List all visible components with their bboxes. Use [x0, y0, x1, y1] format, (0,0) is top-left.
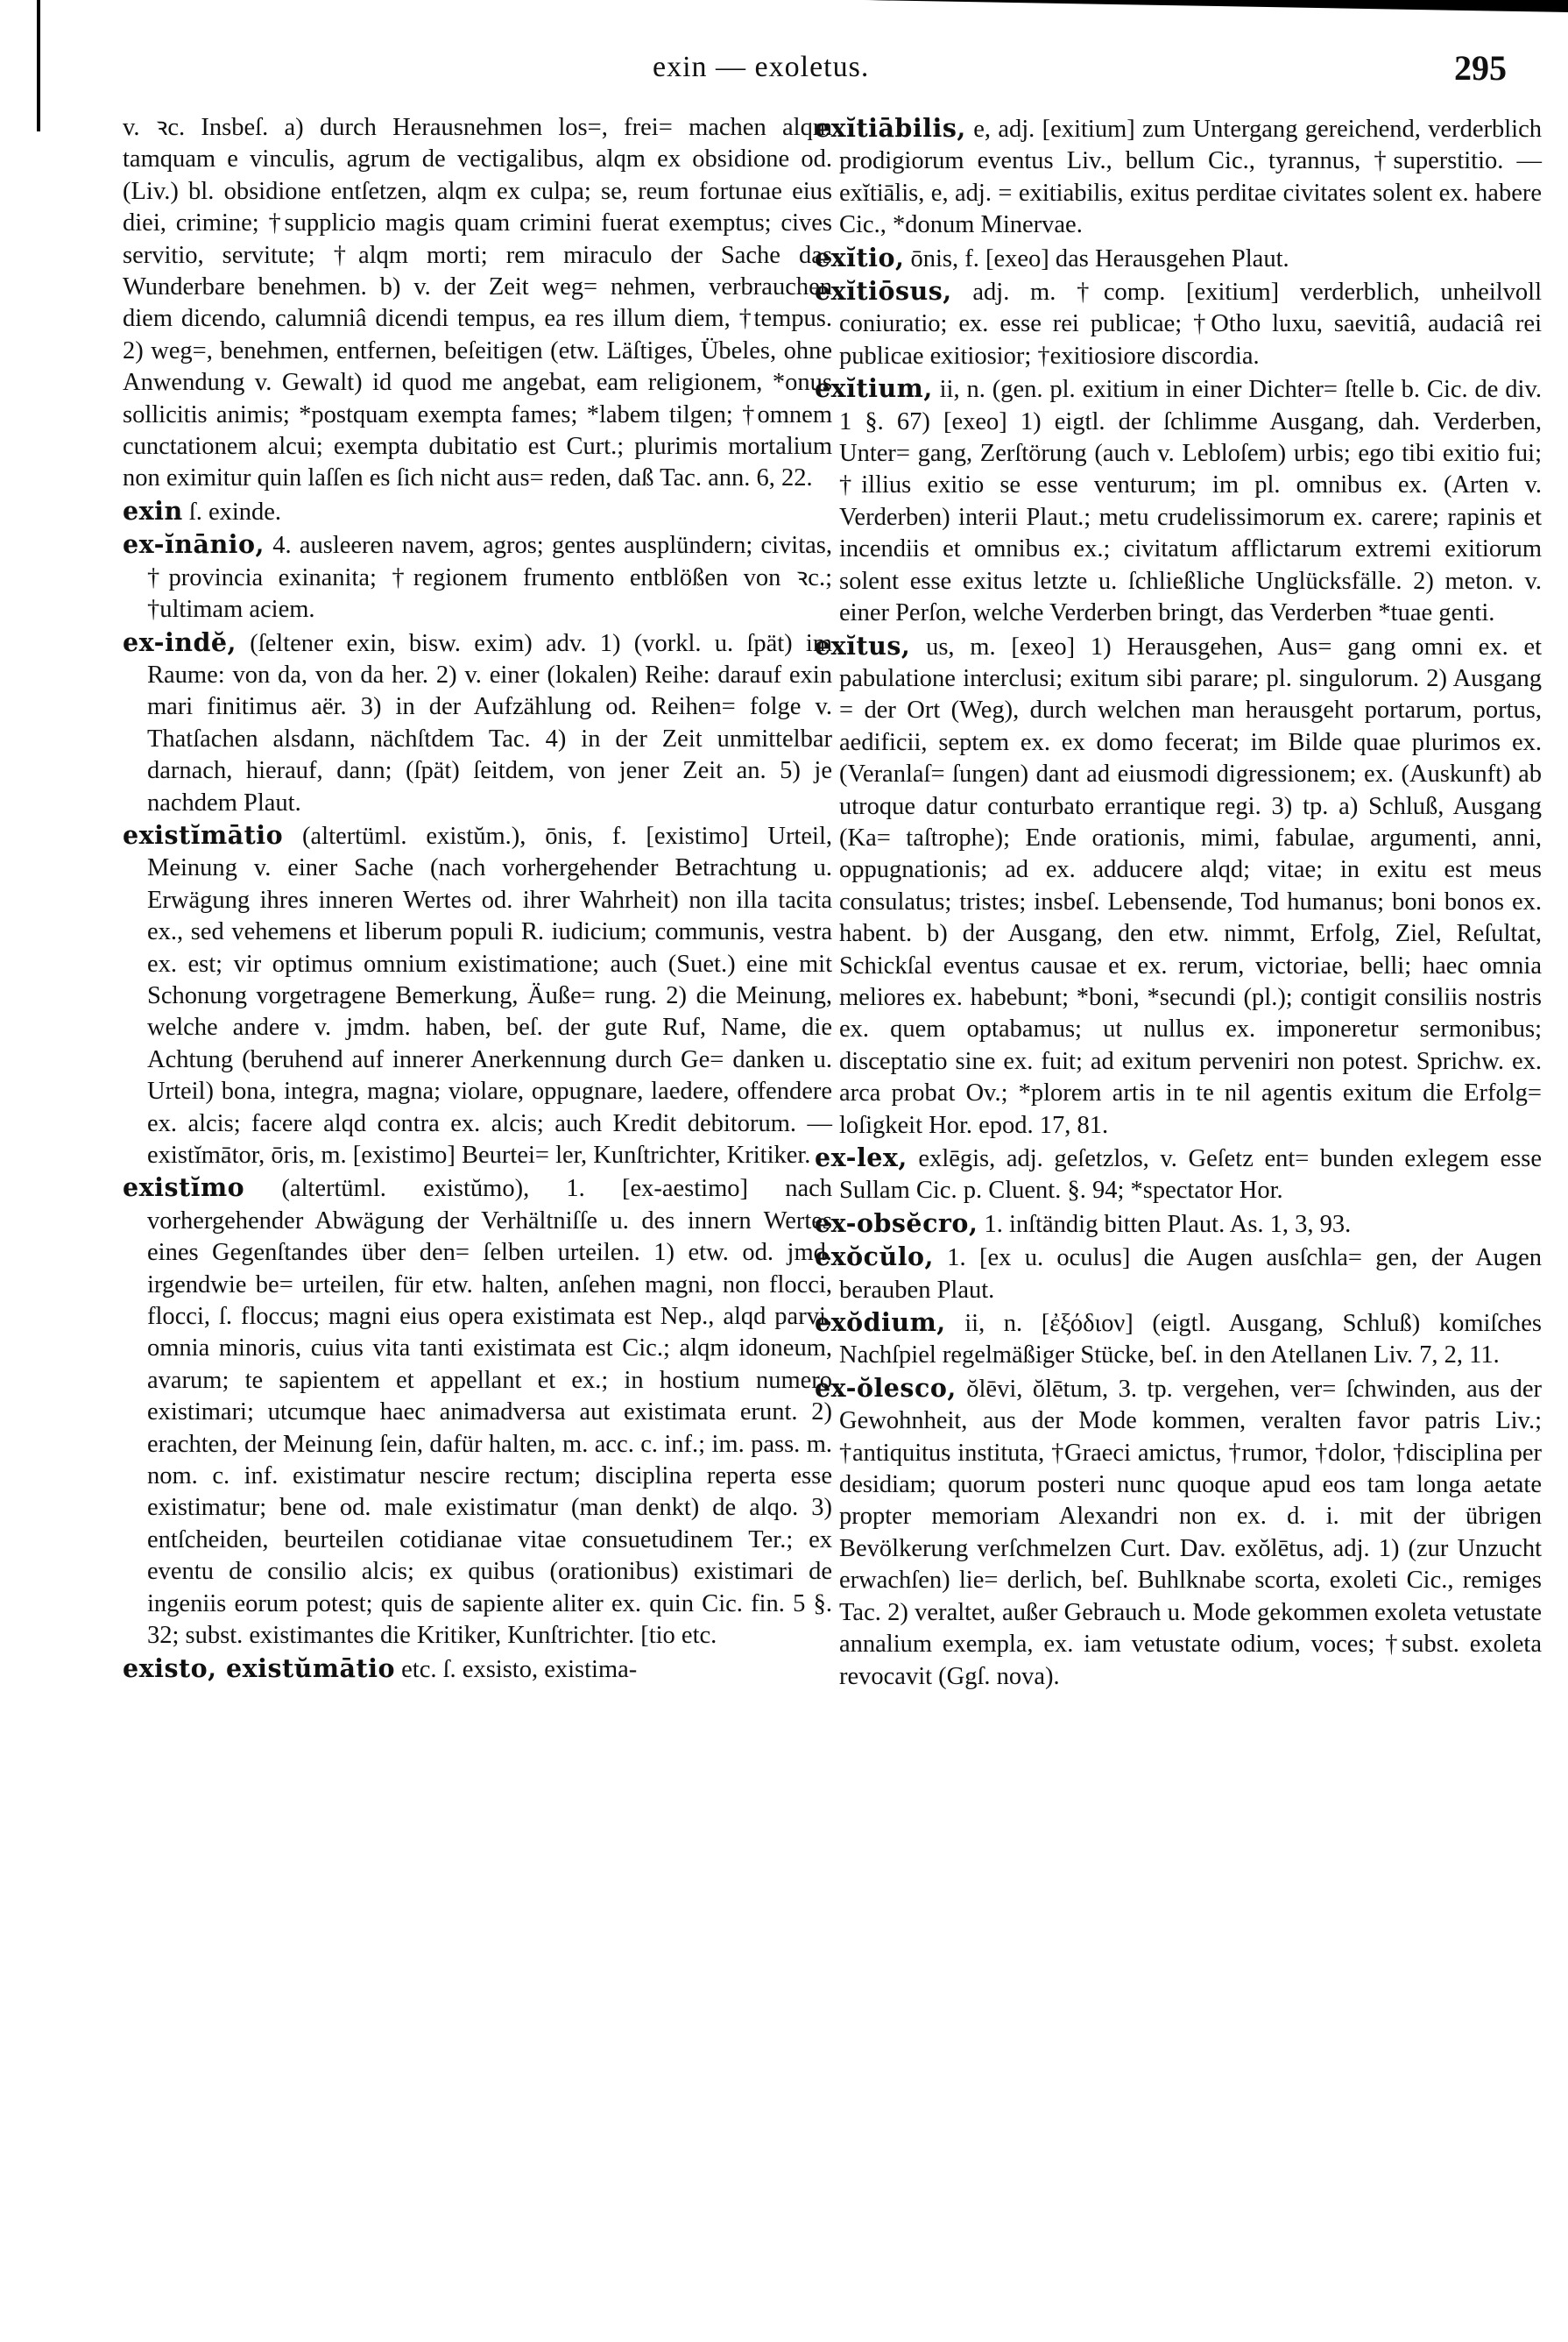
entry-text: us, m. [exeo] 1) Herausgehen, Aus= gang omni ex. et pabulatione interclusi; exitum sibi parare; pl. singulorum. 2) Ausgang = der Ort (Weg), durch welchen man herausgeht portarum, portus, aedificii, septem ex. ex domo fecerat; im Bilde quae plurimos ex. (Veranlaſ= ſungen) dant ad eiusmodi digressionem; ex. (Auskunft) ab utroque datur conturbato errantique regi. 3) tp. a) Schluß, Ausgang (Ka= taſtrophe); Ende orationis, mimi, fabulae, argumenti, anni, oppugnationis; ad ex. adducere alqd; vitae; in exitu est meus consulatus; tristes; insbeſ. Lebensende, Tod humanus; boni bonos ex. habent. b) der Ausgang, den etw. nimmt, Erfolg, Ziel, Reſultat, Schickſal eventus causae et ex. rerum, victoriae, belli; haec omnia meliores ex. habebunt; *boni, *secundi (pl.); contigit consiliis nostris ex. quem optabamus; ut nullus ex. imponeretur sermonibus; disceptatio sine ex. fuit; ad exitum perveniri non potest. Sprichw. ex. arca probat Ov.; *plorem artis in te nil agentis exitum die Erfolg= loſigkeit Hor. epod. 17, 81. — [839, 633, 1543, 1139]
entry-headword: existĭmo — [123, 1172, 245, 1203]
left-column — [123, 112, 832, 1686]
entry-headword: exĭtio, — [815, 242, 905, 272]
entry-headword: exĭtiōsus, — [815, 276, 952, 307]
entry-text: exlēgis, adj. geſetzlos, v. Geſetz ent= bunden exlegem esse Sullam Cic. p. Cluent. §. 94; *spectator Hor. — [839, 1145, 1543, 1205]
entry-text: ii, n. [ἐξόδιον] (eigtl. Ausgang, Schluß) komiſches Nachſpiel regelmäßiger Stücke, beſ. in den Atellanen Liv. 7, 2, 11. — [839, 1310, 1542, 1369]
entry-headword: ex-obsĕcro, — [815, 1207, 978, 1238]
dictionary-entry — [815, 1241, 1542, 1306]
dictionary-entry — [815, 112, 1542, 242]
entry-headword: existo, existŭmātio — [123, 1652, 396, 1683]
entry-text: adj. m. †comp. [exitium] verderblich, unheilvoll coniuratio; ex. esse rei publicae; †Otho luxu, saevitiâ, audaciâ rei publicae exitiosior; †exitiosiore discordia. — [839, 279, 1543, 370]
dictionary-entry — [123, 819, 832, 1171]
right-column — [815, 112, 1542, 1693]
entry-headword: exŏcŭlo, — [815, 1242, 934, 1272]
entry-text: v. ꝛc. Insbeſ. a) durch Herausnehmen los=, frei= machen alqm tamquam e vinculis, agrum de vectigalibus, alqm ex obsidione od. (Liv.) bl. obsidione entſetzen, alqm ex culpa; se, reum fortunae eius diei, crimine; †supplicio magis quam crimini fuerat exemptus; cives servitio, servitute; †alqm morti; rem miraculo der Sache das Wunderbare benehmen. b) v. der Zeit weg= nehmen, verbrauchen diem dicendo, calumniâ dicendi tempus, ea res illum diem, †tempus. 2) weg=, benehmen, entfernen, beſeitigen (etw. Läſtiges, Übeles, ohne Anwendung v. Gewalt) id quod me angebat, eam religionem, *onus sollicitis animis; *postquam exempta fames; *labem tilgen; †omnem cunctationem alcui; exempta dubitatio est Curt.; plurimis mortalium non eximitur quin laſſen es ſich nicht aus= reden, daß Tac. ann. 6, 22. — [123, 114, 832, 492]
dictionary-entry — [123, 495, 832, 528]
dictionary-entry — [123, 528, 832, 626]
dictionary-entry — [123, 626, 832, 819]
dictionary-entry — [123, 112, 832, 495]
dictionary-entry — [815, 1306, 1542, 1372]
entry-headword: ex-ŏlesco, — [815, 1372, 957, 1403]
entry-headword: ex-indĕ, — [123, 626, 237, 657]
entry-text: e, adj. [exitium] zum Untergang gereichend, verderblich prodigiorum eventus Liv., bellum Cic., tyrannus, †superstitio. — exĭtiālis, e, adj. = exitiabilis, exitus perditae civitates solent ex. habere Cic., *donum Minervae. — [839, 116, 1543, 239]
entry-text: (altertüml. existŭmo), 1. [ex-aestimo] nach vorhergehender Abwägung der Verhältniſſe u. des innern Wertes eines Gegenſtandes über den= ſelben urteilen. 1) etw. od. jmd. irgendwie be= urteilen, für etw. halten, anſehen magni, non flocci, flocci, ſ. floccus; magni eius opera existimata est Nep., alqd parvi, omnia minoris, cuius vita tanti existimata est Cic.; alqm idoneum, avarum; te sapientem et appellant et ex.; in hostium numero existimari; utcumque haec animadversa aut existimata erunt. 2) erachten, der Meinung ſein, dafür halten, m. acc. c. inf.; im. pass. m. nom. c. inf. existimatur nescire rectum; disciplina reperta esse existimatur; bene od. male existimatur (man denkt) de alqo. 3) entſcheiden, beurteilen cotidianae vitae consuetudinem Ter.; ex eventu de consilio alcis; ex quibus (orationibus) existimari de ingeniis eorum potest; quis de sapiente aliter ex. quin Cic. fin. 5 §. 32; subst. existimantes die Kritiker, Kunſtrichter. [tio etc. — [147, 1175, 832, 1650]
entry-text: 1. inſtändig bitten Plaut. As. 1, 3, 93. — [984, 1210, 1352, 1238]
entry-text: 4. ausleeren navem, agros; gentes ausplündern; civitas, †provincia exinanita; †regionem frumento entblößen von ꝛc.; †ultimam aciem. — [147, 532, 833, 624]
dictionary-entry — [815, 1372, 1542, 1693]
entry-text: ŏlēvi, ŏlētum, 3. tp. vergehen, ver= ſchwinden, aus der Gewohnheit, aus der Mode kommen, veralten favor patris Liv.; †antiquitus instituta, †Graeci amictus, †rumor, †dolor, †disciplina per desidiam; quorum posteri nunc quoque apud eos tam longa aetate propter memoriam Alexandri non ex. d. i. mit der übrigen Bevölkerung verſchmelzen Curt. Dav. exŏlētus, adj. 1) (zur Unzucht erwachſen) lie= derlich, beſ. Buhlknabe scorta, exoleti Cic., remiges Tac. 2) veraltet, außer Gebrauch u. Mode gekommen exoleta vetustate annalium exempla, ex. iam vetustate odium, voces; †subst. exoleta revocavit (Ggſ. nova). — [839, 1375, 1543, 1690]
dictionary-entry — [123, 1652, 832, 1686]
scan-edge-shadow — [0, 0, 1568, 12]
dictionary-entry — [123, 1171, 832, 1652]
entry-headword: exĭtus, — [815, 630, 911, 661]
entry-text: ſ. exinde. — [188, 498, 282, 526]
entry-headword: existĭmātio — [123, 819, 284, 850]
dictionary-entry — [815, 1142, 1542, 1207]
entry-text: 1. [ex u. oculus] die Augen ausſchla= gen, der Augen berauben Plaut. — [839, 1244, 1542, 1304]
dictionary-entry — [815, 630, 1542, 1143]
entry-headword: ex-lex, — [815, 1143, 908, 1172]
entry-headword: exin — [123, 495, 183, 526]
page-number: 295 — [1454, 48, 1507, 88]
entry-text: (ſeltener exin, bisw. exim) adv. 1) (vorkl. u. ſpät) im Raume: von da, von da her. 2) v. einer (lokalen) Reihe: darauf exin mari finitimus aër. 3) in der Aufzählung od. Reihen= folge v. Thatſachen alsdann, nächſtdem Tac. 4) in der Zeit unmittelbar darnach, hierauf, dann; (ſpät) ſeitdem, von jener Zeit an. 5) je nachdem Plaut. — [147, 629, 832, 817]
dictionary-entry — [815, 1207, 1542, 1241]
entry-headword: exĭtium, — [815, 373, 933, 404]
entry-headword: ex-ĭnānio, — [123, 529, 265, 560]
entry-headword: exĭtiābilis, — [815, 113, 966, 143]
entry-text: ōnis, f. [exeo] das Herausgehen Plaut. — [910, 244, 1289, 272]
dictionary-entry — [815, 242, 1542, 275]
dictionary-entry — [815, 372, 1542, 629]
running-title: exin — exoletus. — [653, 51, 870, 83]
entry-text: (altertüml. existŭm.), ōnis, f. [existimo] Urteil, Meinung v. einer Sache (nach vorhergehender Betrachtung u. Erwägung ihres inneren Wertes od. ihrer Wahrheit) non illa tacita ex., sed vehemens et liberum populi R. iudicium; communis, vestra ex. est; vir optimus omnium existimatione; auch (Suet.) eine mit Schonung vorgetragene Bemerkung, Äuße= rung. 2) die Meinung, welche andere v. jmdm. haben, beſ. der gute Ruf, Name, die Achtung (beruhend auf innerer Anerkennung durch Ge= danken u. Urteil) bona, integra, magna; violare, oppugnare, laedere, offendere ex. alcis; facere alqd contra ex. alcis; auch Kredit debitorum. — existĭmātor, ōris, m. [existimo] Beurtei= ler, Kunſtrichter, Kritiker. — [147, 822, 833, 1169]
entry-headword: exŏdium, — [815, 1307, 946, 1338]
entry-text: ii, n. (gen. pl. exitium in einer Dichter= ſtelle b. Cic. de div. 1 §. 67) [exeo] 1) eigtl. der ſchlimme Ausgang, dah. Verderben, Unter= gang, Zerſtörung (auch v. Lebloſem) urbis; ego tibi exitio fui; †illius exitio se esse venturum; im pl. omnibus ex. (Arten v. Verderben) interii Plaut.; metu crudelissimorum ex. carere; rapinis et incendiis et omnibus ex.; civitatum afflictarum extremi exitiorum solent esse exitus letzte u. ſchließliche Unglücksfälle. 2) meton. v. einer Perſon, welche Verderben bringt, das Verderben *tuae genti. — [839, 376, 1542, 627]
entry-text: etc. ſ. exsisto, existima- — [401, 1655, 638, 1683]
running-head — [0, 48, 1568, 95]
dictionary-entry — [815, 275, 1542, 372]
